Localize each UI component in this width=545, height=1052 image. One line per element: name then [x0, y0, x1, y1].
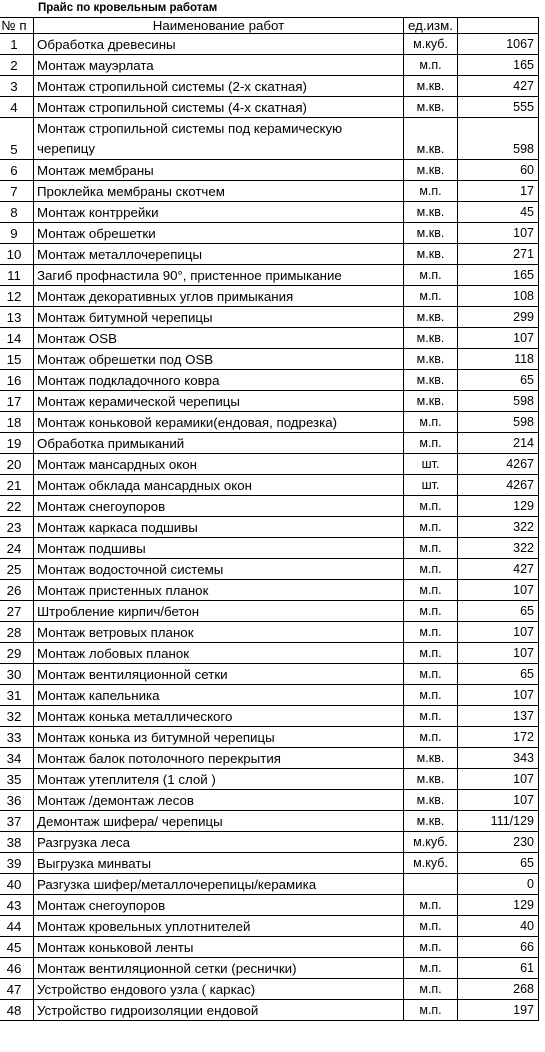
row-price: 40	[458, 916, 539, 937]
row-number: 35	[0, 769, 34, 790]
row-number: 23	[0, 517, 34, 538]
row-name: Загиб профнастила 90°, пристенное примыкание	[34, 265, 404, 286]
row-name: Монтаж пристенных планок	[34, 580, 404, 601]
row-unit: м.кв.	[404, 370, 458, 391]
row-name: Монтаж снегоупоров	[34, 496, 404, 517]
table-row	[0, 790, 539, 811]
table-row	[0, 937, 539, 958]
row-number: 45	[0, 937, 34, 958]
table-row	[0, 748, 539, 769]
row-name: Монтаж OSB	[34, 328, 404, 349]
row-price: 427	[458, 559, 539, 580]
row-unit: м.кв.	[404, 223, 458, 244]
row-price: 107	[458, 580, 539, 601]
row-number: 46	[0, 958, 34, 979]
row-number: 40	[0, 874, 34, 895]
row-number: 11	[0, 265, 34, 286]
row-number: 22	[0, 496, 34, 517]
row-price: 107	[458, 328, 539, 349]
row-name: Монтаж подкладочного ковра	[34, 370, 404, 391]
table-row	[0, 538, 539, 559]
table-row	[0, 475, 539, 496]
row-number: 8	[0, 202, 34, 223]
row-name: Монтаж мауэрлата	[34, 55, 404, 76]
row-number: 18	[0, 412, 34, 433]
row-number: 37	[0, 811, 34, 832]
row-name: Монтаж балок потолочного перекрытия	[34, 748, 404, 769]
table-row	[0, 580, 539, 601]
row-unit: м.кв.	[404, 244, 458, 265]
row-name: Монтаж металлочерепицы	[34, 244, 404, 265]
row-number: 43	[0, 895, 34, 916]
row-number: 38	[0, 832, 34, 853]
row-price: 322	[458, 538, 539, 559]
row-unit: м.кв.	[404, 97, 458, 118]
table-row	[0, 454, 539, 475]
row-unit: м.п.	[404, 1000, 458, 1021]
table-row	[0, 496, 539, 517]
table-row	[0, 181, 539, 202]
row-number: 12	[0, 286, 34, 307]
row-price: 45	[458, 202, 539, 223]
row-price: 598	[458, 118, 539, 160]
table-row	[0, 76, 539, 97]
table-row	[0, 517, 539, 538]
row-name: Монтаж лобовых планок	[34, 643, 404, 664]
table-row	[0, 370, 539, 391]
row-name: Монтаж мембраны	[34, 160, 404, 181]
row-price: 1067	[458, 34, 539, 55]
row-name: Штробление кирпич/бетон	[34, 601, 404, 622]
row-unit: м.п.	[404, 979, 458, 1000]
row-unit: м.кв.	[404, 118, 458, 160]
row-number: 47	[0, 979, 34, 1000]
row-name: Монтаж утеплителя (1 слой )	[34, 769, 404, 790]
row-name: Монтаж конька из битумной черепицы	[34, 727, 404, 748]
row-unit: м.п.	[404, 916, 458, 937]
row-name: Монтаж водосточной системы	[34, 559, 404, 580]
row-unit: м.кв.	[404, 202, 458, 223]
row-price: 230	[458, 832, 539, 853]
table-header-row	[0, 18, 539, 34]
row-price: 322	[458, 517, 539, 538]
row-name: Устройство гидроизоляции ендовой	[34, 1000, 404, 1021]
table-row	[0, 97, 539, 118]
row-unit: м.куб.	[404, 34, 458, 55]
row-name: Монтаж подшивы	[34, 538, 404, 559]
table-row	[0, 55, 539, 76]
table-row	[0, 160, 539, 181]
table-row	[0, 916, 539, 937]
row-price: 598	[458, 412, 539, 433]
row-name: Монтаж стропильной системы под керамическую черепицу	[34, 118, 404, 160]
row-unit: м.кв.	[404, 748, 458, 769]
row-price: 129	[458, 895, 539, 916]
table-row	[0, 1000, 539, 1021]
row-number: 24	[0, 538, 34, 559]
row-price: 61	[458, 958, 539, 979]
row-number: 1	[0, 34, 34, 55]
row-name: Монтаж вентиляционной сетки	[34, 664, 404, 685]
row-number: 25	[0, 559, 34, 580]
row-price: 165	[458, 55, 539, 76]
table-row	[0, 811, 539, 832]
row-price: 107	[458, 223, 539, 244]
row-name: Монтаж коньковой керамики(ендовая, подрезка)	[34, 412, 404, 433]
row-number: 4	[0, 97, 34, 118]
row-name: Устройство ендового узла ( каркас)	[34, 979, 404, 1000]
row-price: 65	[458, 601, 539, 622]
row-unit: м.п.	[404, 685, 458, 706]
row-number: 7	[0, 181, 34, 202]
row-unit: м.п.	[404, 643, 458, 664]
price-table	[0, 17, 539, 1021]
table-row	[0, 223, 539, 244]
header-name: Наименование работ	[34, 18, 404, 34]
row-price: 111/129	[458, 811, 539, 832]
row-name: Монтаж каркаса подшивы	[34, 517, 404, 538]
row-unit: м.п.	[404, 181, 458, 202]
row-unit: м.п.	[404, 265, 458, 286]
row-unit: м.п.	[404, 55, 458, 76]
row-number: 26	[0, 580, 34, 601]
row-unit: м.п.	[404, 517, 458, 538]
row-name: Монтаж стропильной системы (2-х скатная)	[34, 76, 404, 97]
row-number: 29	[0, 643, 34, 664]
row-name: Монтаж стропильной системы (4-х скатная)	[34, 97, 404, 118]
row-unit: шт.	[404, 475, 458, 496]
row-number: 5	[0, 118, 34, 160]
row-unit: м.кв.	[404, 769, 458, 790]
row-unit: м.кв.	[404, 790, 458, 811]
page-title: Прайс по кровельным работам	[38, 2, 218, 14]
row-unit: м.п.	[404, 622, 458, 643]
row-price: 343	[458, 748, 539, 769]
row-name: Обработка примыканий	[34, 433, 404, 454]
row-number: 20	[0, 454, 34, 475]
row-name: Монтаж керамической черепицы	[34, 391, 404, 412]
row-name: Монтаж битумной черепицы	[34, 307, 404, 328]
row-price: 268	[458, 979, 539, 1000]
row-price: 118	[458, 349, 539, 370]
row-unit: м.кв.	[404, 811, 458, 832]
row-price: 107	[458, 685, 539, 706]
row-unit: м.кв.	[404, 160, 458, 181]
row-price: 107	[458, 769, 539, 790]
row-name: Монтаж /демонтаж лесов	[34, 790, 404, 811]
row-number: 17	[0, 391, 34, 412]
row-unit: м.куб.	[404, 853, 458, 874]
row-number: 44	[0, 916, 34, 937]
row-unit: м.п.	[404, 958, 458, 979]
table-row	[0, 328, 539, 349]
row-number: 2	[0, 55, 34, 76]
row-name: Разгрузка леса	[34, 832, 404, 853]
row-number: 48	[0, 1000, 34, 1021]
table-row	[0, 265, 539, 286]
table-row	[0, 643, 539, 664]
row-name: Выгрузка минваты	[34, 853, 404, 874]
row-name: Обработка древесины	[34, 34, 404, 55]
table-row	[0, 118, 539, 160]
row-name: Монтаж обрешетки под OSB	[34, 349, 404, 370]
table-row	[0, 895, 539, 916]
row-price: 65	[458, 664, 539, 685]
row-price: 427	[458, 76, 539, 97]
table-row	[0, 433, 539, 454]
row-unit: м.п.	[404, 895, 458, 916]
row-price: 60	[458, 160, 539, 181]
row-name: Монтаж обклада мансардных окон	[34, 475, 404, 496]
row-price: 271	[458, 244, 539, 265]
row-name: Монтаж капельника	[34, 685, 404, 706]
row-number: 28	[0, 622, 34, 643]
table-row	[0, 685, 539, 706]
row-unit: м.п.	[404, 706, 458, 727]
row-name: Разгузка шифер/металлочерепицы/керамика	[34, 874, 404, 895]
row-number: 9	[0, 223, 34, 244]
row-price: 165	[458, 265, 539, 286]
row-number: 36	[0, 790, 34, 811]
row-price: 137	[458, 706, 539, 727]
row-number: 6	[0, 160, 34, 181]
row-number: 21	[0, 475, 34, 496]
row-unit: м.п.	[404, 496, 458, 517]
row-number: 13	[0, 307, 34, 328]
row-name: Монтаж конька металлического	[34, 706, 404, 727]
row-unit: м.п.	[404, 538, 458, 559]
table-row	[0, 601, 539, 622]
table-row	[0, 622, 539, 643]
table-row	[0, 286, 539, 307]
row-price: 4267	[458, 454, 539, 475]
row-unit	[404, 874, 458, 895]
row-name: Проклейка мембраны скотчем	[34, 181, 404, 202]
table-row	[0, 412, 539, 433]
row-unit: м.кв.	[404, 328, 458, 349]
row-price: 172	[458, 727, 539, 748]
table-row	[0, 664, 539, 685]
header-unit: ед.изм.	[404, 18, 458, 34]
row-unit: м.п.	[404, 727, 458, 748]
row-unit: м.п.	[404, 937, 458, 958]
row-price: 65	[458, 853, 539, 874]
row-name: Монтаж обрешетки	[34, 223, 404, 244]
header-num: № п	[0, 18, 34, 34]
row-price: 107	[458, 643, 539, 664]
row-price: 108	[458, 286, 539, 307]
row-price: 107	[458, 790, 539, 811]
row-number: 30	[0, 664, 34, 685]
row-price: 66	[458, 937, 539, 958]
table-row	[0, 979, 539, 1000]
table-row	[0, 727, 539, 748]
row-price: 214	[458, 433, 539, 454]
row-name: Монтаж ветровых планок	[34, 622, 404, 643]
table-row	[0, 391, 539, 412]
row-number: 39	[0, 853, 34, 874]
row-number: 34	[0, 748, 34, 769]
table-row	[0, 34, 539, 55]
row-number: 27	[0, 601, 34, 622]
row-price: 0	[458, 874, 539, 895]
row-number: 19	[0, 433, 34, 454]
row-price: 65	[458, 370, 539, 391]
row-number: 16	[0, 370, 34, 391]
row-unit: м.п.	[404, 664, 458, 685]
row-unit: м.кв.	[404, 76, 458, 97]
row-number: 32	[0, 706, 34, 727]
row-price: 129	[458, 496, 539, 517]
row-price: 299	[458, 307, 539, 328]
row-unit: м.п.	[404, 559, 458, 580]
table-row	[0, 958, 539, 979]
row-unit: м.куб.	[404, 832, 458, 853]
row-name: Монтаж декоративных углов примыкания	[34, 286, 404, 307]
row-name: Монтаж снегоупоров	[34, 895, 404, 916]
row-unit: м.кв.	[404, 307, 458, 328]
row-name: Демонтаж шифера/ черепицы	[34, 811, 404, 832]
table-row	[0, 706, 539, 727]
row-number: 31	[0, 685, 34, 706]
table-row	[0, 832, 539, 853]
table-row	[0, 559, 539, 580]
row-name: Монтаж контррейки	[34, 202, 404, 223]
table-row	[0, 202, 539, 223]
row-price: 17	[458, 181, 539, 202]
row-number: 33	[0, 727, 34, 748]
row-price: 107	[458, 622, 539, 643]
table-row	[0, 244, 539, 265]
row-name: Монтаж вентиляционной сетки (реснички)	[34, 958, 404, 979]
table-row	[0, 307, 539, 328]
row-unit: м.п.	[404, 601, 458, 622]
row-unit: м.кв.	[404, 349, 458, 370]
table-row	[0, 853, 539, 874]
row-name: Монтаж мансардных окон	[34, 454, 404, 475]
table-row	[0, 769, 539, 790]
row-price: 197	[458, 1000, 539, 1021]
row-unit: м.п.	[404, 580, 458, 601]
row-unit: м.п.	[404, 286, 458, 307]
row-unit: м.кв.	[404, 391, 458, 412]
row-unit: м.п.	[404, 433, 458, 454]
row-name: Монтаж коньковой ленты	[34, 937, 404, 958]
row-price: 598	[458, 391, 539, 412]
header-price	[458, 18, 539, 34]
row-name: Монтаж кровельных уплотнителей	[34, 916, 404, 937]
row-number: 10	[0, 244, 34, 265]
row-price: 4267	[458, 475, 539, 496]
table-row	[0, 349, 539, 370]
row-price: 555	[458, 97, 539, 118]
row-number: 15	[0, 349, 34, 370]
row-number: 3	[0, 76, 34, 97]
row-number: 14	[0, 328, 34, 349]
row-unit: шт.	[404, 454, 458, 475]
table-row	[0, 874, 539, 895]
row-unit: м.п.	[404, 412, 458, 433]
